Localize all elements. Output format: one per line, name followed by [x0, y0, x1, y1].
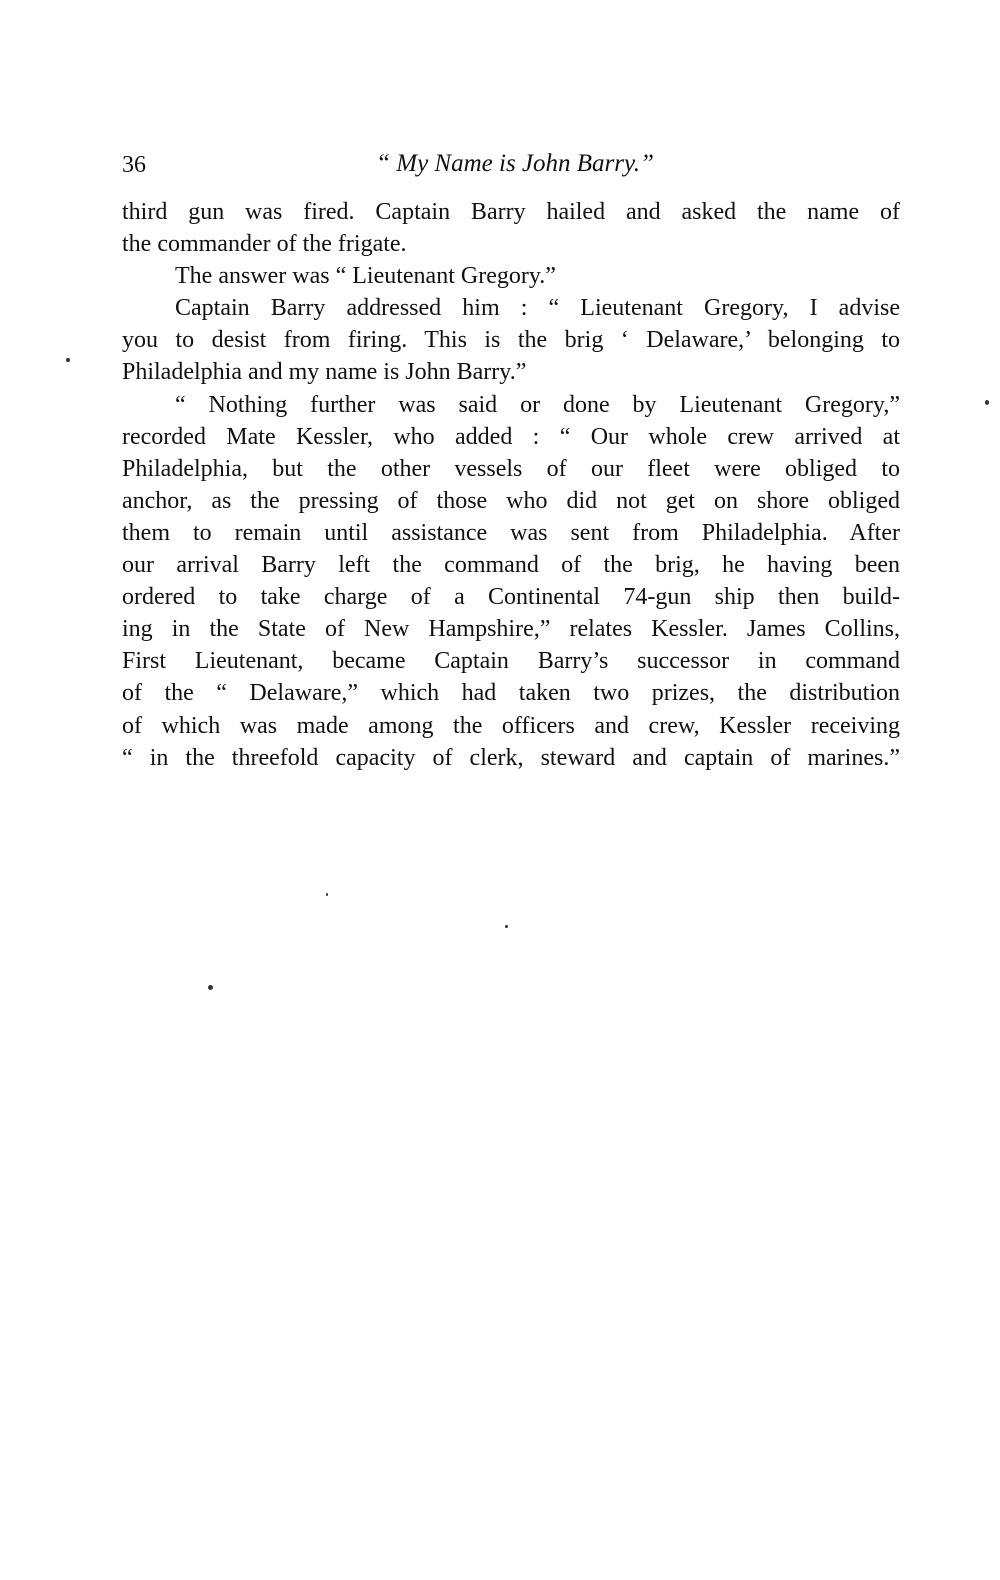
scan-speck: [326, 893, 328, 896]
scan-speck: [505, 925, 508, 928]
text-line: third gun was fired. Captain Barry hailed and asked the name of: [122, 199, 900, 225]
page-number: 36: [122, 152, 146, 178]
text-line: Captain Barry addressed him : “ Lieutenant Gregory, I advise: [175, 295, 900, 322]
text-line: recorded Mate Kessler, who added : “ Our whole crew arrived at: [122, 423, 900, 450]
text-line: anchor, as the pressing of those who did not get on shore obliged: [122, 487, 900, 514]
text-line: ordered to take charge of a Continental 74-gun ship then build-: [122, 584, 900, 611]
text-line: ing in the State of New Hampshire,” relates Kessler. James Collins,: [122, 616, 900, 643]
text-line: Philadelphia, but the other vessels of our fleet were obliged to: [122, 455, 900, 482]
text-line: our arrival Barry left the command of the brig, he having been: [122, 552, 900, 579]
text-line: First Lieutenant, became Captain Barry’s successor in command: [122, 648, 900, 675]
text-line: of the “ Delaware,” which had taken two prizes, the distribution: [122, 680, 900, 707]
body-text: [122, 196, 900, 774]
scan-speck: [66, 358, 70, 362]
text-line: “ in the threefold capacity of clerk, steward and captain of marines.”: [122, 744, 900, 771]
text-line: Philadelphia and my name is John Barry.”: [122, 359, 527, 386]
running-title: “ My Name is John Barry.”: [376, 150, 654, 177]
scan-speck: [985, 400, 989, 405]
text-line: of which was made among the officers and crew, Kessler receiving: [122, 712, 900, 739]
text-line: them to remain until assistance was sent from Philadelphia. After: [122, 519, 900, 546]
scan-speck: [208, 985, 213, 990]
text-line: the commander of the frigate.: [122, 231, 407, 258]
text-line: The answer was “ Lieutenant Gregory.”: [175, 263, 556, 290]
text-line: “ Nothing further was said or done by Lieutenant Gregory,”: [175, 391, 900, 418]
text-line: you to desist from firing. This is the brig ‘ Delaware,’ belonging to: [122, 327, 900, 354]
